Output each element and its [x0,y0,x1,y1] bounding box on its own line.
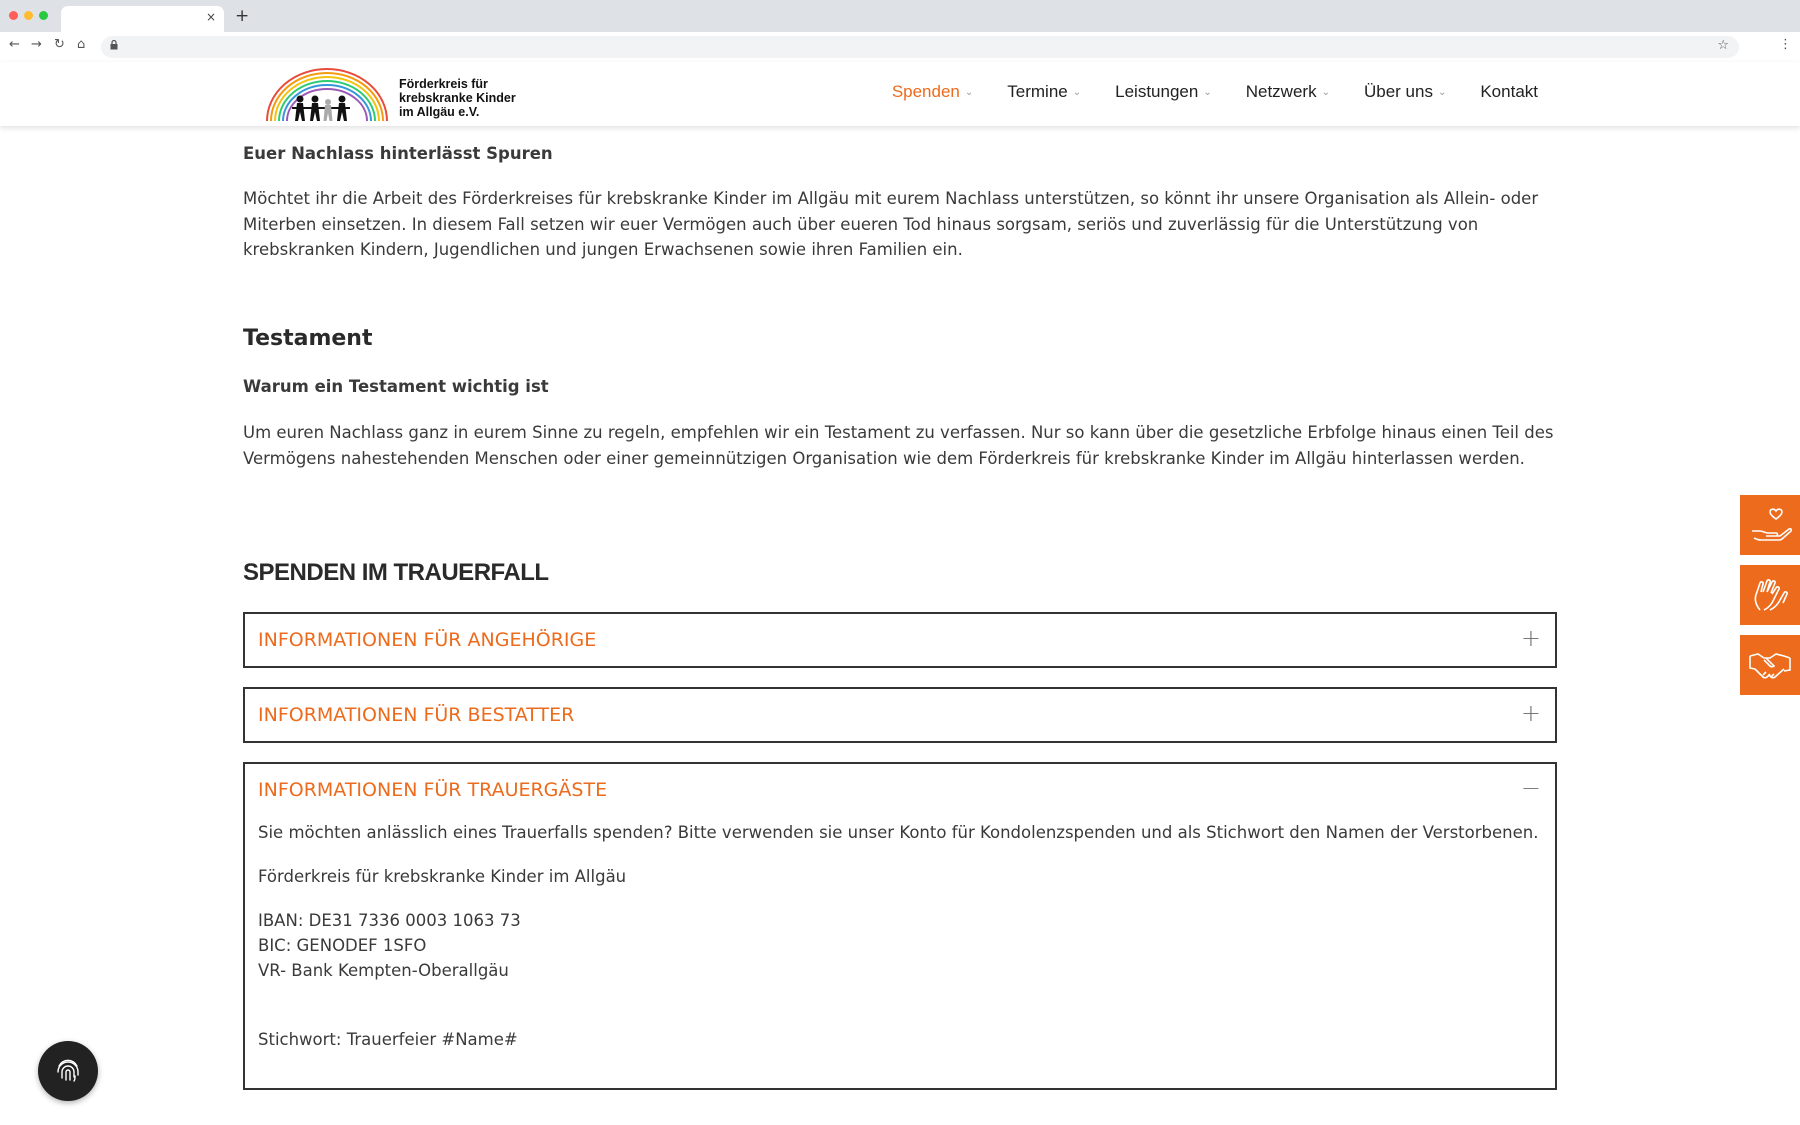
main-nav [858,82,1538,102]
nachlass-subheading: Euer Nachlass hinterlässt Spuren [243,144,553,163]
minimize-window-button[interactable] [24,11,33,20]
handshake-icon [1748,648,1792,682]
nav-label: Netzwerk [1245,82,1317,101]
reload-icon[interactable]: ↻ [54,37,65,52]
browser-tab-bar [0,0,1800,32]
logo-line-3: im Allgäu e.V. [399,105,480,119]
back-icon[interactable]: ← [9,37,20,52]
nav-item-spenden[interactable] [892,82,973,102]
chevron-down-icon: ⌄ [964,86,974,98]
forward-icon[interactable]: → [31,37,42,52]
nav-label: Termine [1007,82,1068,101]
nav-item-leistungen[interactable] [1115,82,1212,102]
new-tab-button[interactable]: + [235,6,250,26]
nav-label: Über uns [1363,82,1433,101]
accordion-title: INFORMATIONEN FÜR ANGEHÖRIGE [258,629,597,651]
accordion-title: INFORMATIONEN FÜR TRAUERGÄSTE [258,779,608,801]
privacy-settings-button[interactable] [38,1041,98,1101]
browser-tab[interactable] [61,6,224,32]
nav-item-netzwerk[interactable] [1246,82,1330,102]
close-window-button[interactable] [9,11,18,20]
chevron-down-icon: ⌄ [1203,86,1212,98]
helping-hands-icon [1750,574,1790,616]
plus-icon[interactable]: + [1520,699,1541,727]
window-controls [9,11,48,20]
trauergaeste-keyword: Stichwort: Trauerfeier #Name# [258,1030,518,1049]
home-icon[interactable]: ⌂ [77,37,86,52]
chevron-down-icon: ⌄ [1321,86,1330,98]
nav-item-kontakt[interactable] [1480,82,1538,102]
tab-close-icon[interactable]: × [205,10,216,24]
accordion-bestatter[interactable] [243,687,1557,743]
plus-icon[interactable]: + [1520,624,1541,652]
rainbow-logo-icon [262,64,392,124]
trauerfall-heading: SPENDEN IM TRAUERFALL [243,559,549,586]
logo-line-2: krebskranke Kinder [399,91,516,105]
nav-label: Spenden [891,82,960,101]
nav-label: Leistungen [1115,82,1199,101]
bookmark-star-icon[interactable]: ☆ [1717,38,1729,53]
nav-label: Kontakt [1480,82,1538,101]
address-bar[interactable] [101,36,1739,58]
lock-icon [110,40,118,50]
logo-line-1: Förderkreis für [399,77,488,91]
trauergaeste-intro: Sie möchten anlässlich eines Trauerfalls spenden? Bitte verwenden sie unser Konto für Kondolenzspenden und als Stichwort den Namen der Verstorbenen. [258,823,1539,842]
nav-item-termine[interactable] [1007,82,1081,102]
nav-item-ueber-uns[interactable] [1364,82,1446,102]
trauergaeste-org: Förderkreis für krebskranke Kinder im Allgäu [258,867,627,886]
browser-menu-icon[interactable]: ⋮ [1779,37,1792,52]
maximize-window-button[interactable] [39,11,48,20]
accordion-angehoerige[interactable] [243,612,1557,668]
side-tab-help[interactable] [1740,565,1800,625]
trauergaeste-bank: VR- Bank Kempten-Oberallgäu [258,961,509,980]
site-logo[interactable] [262,64,522,124]
accordion-title: INFORMATIONEN FÜR BESTATTER [258,704,575,726]
trauergaeste-bic: BIC: GENODEF 1SFO [258,936,427,955]
accordion-trauergaeste[interactable] [243,762,1557,1090]
heart-hand-icon [1748,505,1792,545]
trauergaeste-iban: IBAN: DE31 7336 0003 1063 73 [258,911,521,930]
chevron-down-icon: ⌄ [1437,86,1447,98]
testament-subheading: Warum ein Testament wichtig ist [243,377,549,396]
side-tab-partner[interactable] [1740,635,1800,695]
chevron-down-icon: ⌄ [1072,86,1082,98]
nachlass-paragraph: Möchtet ihr die Arbeit des Förderkreises für krebskranke Kinder im Allgäu mit eurem Nachlass unterstützen, so könnt ihr unsere Organisation als Allein- oder Miterben einsetzen. In diesem Fall setzen wir euer Vermögen auch über eueren Tod hinaus sorgsam, seriös und zuverlässig für die Unterstützung von krebskranken Kindern, Jugendlichen und jungen Erwachsenen sowie ihren Familien ein. [243,189,1539,259]
testament-heading: Testament [243,326,373,351]
testament-paragraph: Um euren Nachlass ganz in eurem Sinne zu regeln, empfehlen wir ein Testament zu verfassen. Nur so kann über die gesetzliche Erbfolge hinaus einen Teil des Vermögens nahestehenden Menschen oder einer gemeinnützigen Organisation wie dem Förderkreis für krebskranke Kinder im Allgäu hinterlassen werden. [243,423,1554,468]
minus-icon[interactable]: − [1520,774,1541,802]
browser-toolbar [0,32,1800,62]
side-tab-donate[interactable] [1740,495,1800,555]
fingerprint-icon [53,1056,83,1086]
logo-text [399,77,516,119]
site-header [0,62,1800,126]
